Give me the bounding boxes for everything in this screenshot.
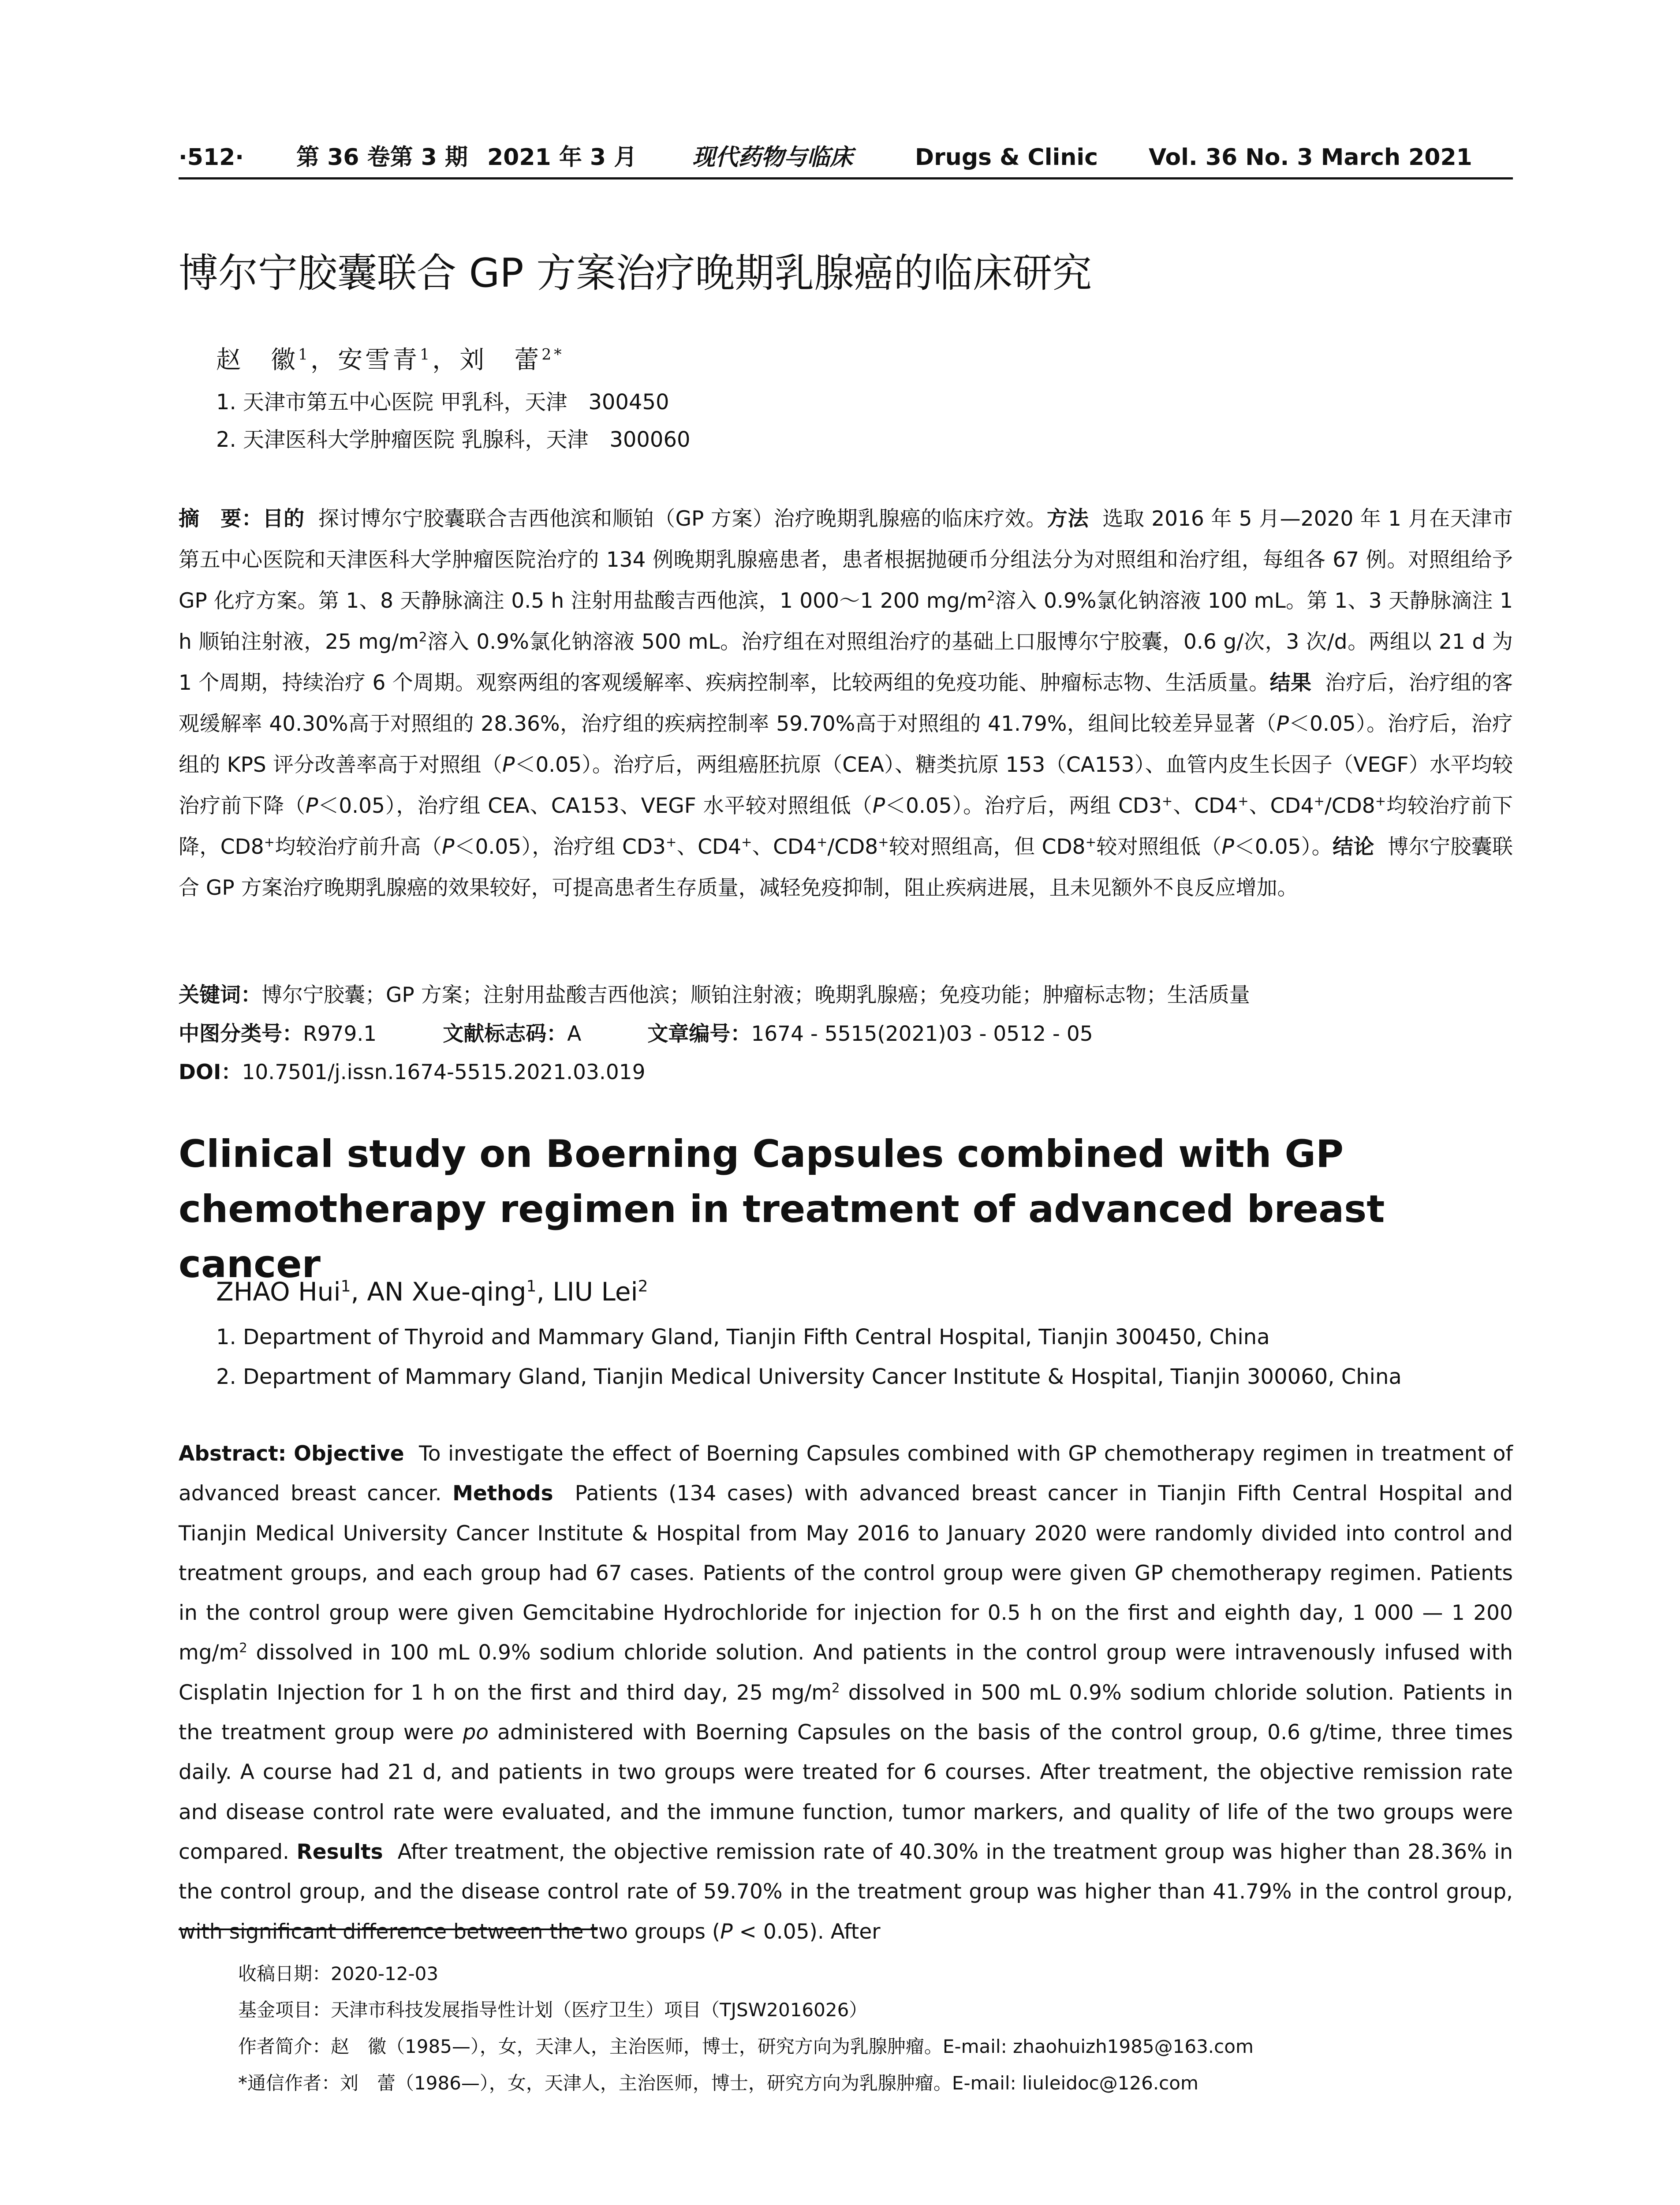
superscript: 2 (239, 1640, 247, 1656)
results-cn-11: ＜0.05）。 (1234, 835, 1333, 859)
superscript: + (817, 834, 828, 850)
cd8-label: /CD8 (1324, 794, 1375, 818)
keywords-cn (179, 981, 1513, 1009)
volume-issue-en: Vol. 36 No. 3 March 2021 (1149, 144, 1472, 171)
objective-label-en: Objective (294, 1442, 404, 1466)
methods-en-1: Patients (134 cases) with advanced breast cancer in Tianjin Fifth Central Hospital and Tianjin Medical University Cancer Institute & Hospital from May 2016 to January 2020 were randomly divided into control and treatment groups, and each group had 67 cases. Patients of the control group were given GP chemotherapy regimen. Patients in the control group were given Gemcitabine Hydrochloride for injection for 0.5 h on the first and eighth day, 1 000 — 1 200 mg/m (179, 1481, 1513, 1665)
po-term: po (463, 1720, 489, 1745)
title-cn: 博尔宁胶囊联合 GP 方案治疗晚期乳腺癌的临床研究 (179, 250, 1092, 296)
p-value: P (872, 794, 885, 818)
footnote-author-bio (238, 2034, 1254, 2059)
methods-en-4: administered with Boerning Capsules on the basis of the control group, 0.6 g/time, three times daily. A course had 21 d, and patients in two groups were treated for 6 courses. After treatment, the objective remission rate and disease control rate were evaluated, and the immune function, tumor markers, and quality of life of the two groups were compared. (179, 1720, 1513, 1864)
separator: 、 (676, 835, 698, 859)
bio-text: 赵 徽（1985—），女，天津人，主治医师，博士，研究方向为乳腺肿瘤。E-mail: zhaohuizh1985@163.com (331, 2036, 1254, 2057)
journal-name-en: Drugs & Clinic (915, 144, 1098, 171)
author-2-affil: 1 (420, 346, 433, 364)
superscript: + (665, 834, 677, 850)
author-1-cn: 赵 徽 (216, 346, 298, 374)
p-value: P (720, 1919, 733, 1944)
received-date: 2020-12-03 (331, 1963, 439, 1984)
methods-cn-3: 溶入 0.9%氯化钠溶液 500 mL。治疗组在对照组治疗的基础上口服博尔宁胶囊，0.6 g/次，3 次/d。两组以 21 d 为 1 个周期，持续治疗 6 个周期。观察两组的客观缓解率、疾病控制率，比较两组的免疫功能、肿瘤标志物、生活质量。 (179, 630, 1513, 695)
affiliation-en-2: 2. Department of Mammary Gland, Tianjin Medical University Cancer Institute & Hospital, Tianjin 300060, China (216, 1364, 1402, 1389)
authors-cn (216, 340, 564, 376)
author-2-en: AN Xue-qing (367, 1277, 526, 1307)
doi-label: DOI： (179, 1060, 242, 1084)
author-3-en-affil: 2 (638, 1277, 648, 1296)
journal-name-cn: 现代药物与临床 (692, 144, 853, 171)
methods-label-en: Methods (452, 1481, 553, 1506)
objective-cn: 探讨博尔宁胶囊联合吉西他滨和顺铂（GP 方案）治疗晚期乳腺癌的临床疗效。 (318, 507, 1047, 531)
results-label-cn: 结果 (1269, 671, 1312, 695)
footnote-corresponding (238, 2071, 1198, 2096)
superscript: 2 (418, 629, 427, 645)
author-1-en-affil: 1 (340, 1277, 351, 1296)
superscript: + (264, 834, 275, 850)
fund-label: 基金项目： (238, 1999, 331, 2021)
author-3-en: LIU Lei (553, 1277, 638, 1307)
superscript: + (1085, 834, 1096, 850)
superscript: + (741, 834, 752, 850)
affiliation-cn-2: 2. 天津医科大学肿瘤医院 乳腺科，天津 300060 (216, 427, 691, 452)
clc-value: R979.1 (303, 1022, 377, 1046)
results-label-en: Results (296, 1839, 383, 1864)
cd8-label: /CD8 (827, 835, 878, 859)
classification-line (179, 1020, 1513, 1048)
superscript: + (1375, 793, 1386, 809)
superscript: + (1314, 793, 1325, 809)
corr-text: 刘 蕾（1986—），女，天津人，主治医师，博士，研究方向为乳腺肿瘤。E-mail: liuleidoc@126.com (340, 2072, 1198, 2094)
results-cn-2: ＜0.05）。治疗后，治疗组的 KPS 评分改善率高于对照组（ (179, 712, 1513, 777)
results-cn-8: ＜0.05），治疗组 CD3 (454, 835, 666, 859)
abstract-cn (179, 498, 1513, 908)
footnote-rule (179, 1928, 597, 1930)
author-1-affil: 1 (298, 346, 311, 364)
abstract-en (179, 1434, 1513, 1952)
corr-label: *通信作者： (238, 2072, 340, 2094)
article-no-value: 1674 - 5515(2021)03 - 0512 - 05 (751, 1022, 1093, 1046)
author-separator: ， (310, 346, 338, 374)
results-cn-3: ＜0.05）。治疗后，两组癌胚抗原（CEA）、糖类抗原 153（CA153）、血管内皮生长因子（VEGF）水平均较治疗前下降（ (179, 753, 1513, 818)
results-cn-7: 均较治疗前升高（ (275, 835, 442, 859)
results-cn-6: 均较治疗前下降，CD8 (179, 794, 1513, 859)
results-cn-10: 较对照组低（ (1096, 835, 1222, 859)
separator: 、 (1248, 794, 1270, 818)
article-no-label: 文章编号： (647, 1022, 751, 1046)
clc-label: 中图分类号： (179, 1022, 303, 1046)
author-3-affil: 2* (541, 346, 564, 364)
p-value: P (305, 794, 318, 818)
p-value: P (442, 835, 455, 859)
affiliation-en-1: 1. Department of Thyroid and Mammary Gland, Tianjin Fifth Central Hospital, Tianjin 300450, China (216, 1325, 1270, 1349)
doi-line (179, 1058, 1513, 1087)
objective-label-cn: 目的 (262, 507, 305, 531)
methods-en-3: dissolved in 500 mL 0.9% sodium chloride solution. Patients in the treatment group were (179, 1680, 1513, 1745)
keywords-label: 关键词： (179, 983, 261, 1007)
footnote-received (238, 1962, 438, 1986)
cd4-label: CD4 (773, 835, 817, 859)
author-separator: ， (432, 346, 460, 374)
author-1-en: ZHAO Hui (216, 1277, 341, 1307)
superscript: + (1161, 793, 1173, 809)
title-en: Clinical study on Boerning Capsules combined with GP chemotherapy regimen in treatment of advanced breast cancer (179, 1132, 1385, 1286)
bio-label: 作者简介： (238, 2036, 331, 2057)
author-3-cn: 刘 蕾 (459, 346, 542, 374)
footnote-fund (238, 1998, 867, 2022)
fund-text: 天津市科技发展指导性计划（医疗卫生）项目（TJSW2016026） (331, 1999, 868, 2021)
author-2-cn: 安雪青 (338, 346, 420, 374)
cd4-label: CD4 (1270, 794, 1314, 818)
volume-issue-cn: 第 36 卷第 3 期 (296, 144, 468, 171)
affiliation-cn-1: 1. 天津市第五中心医院 甲乳科，天津 300450 (216, 390, 669, 415)
p-value: P (502, 753, 515, 777)
cd4-label: CD4 (698, 835, 741, 859)
superscript: + (878, 834, 889, 850)
superscript: + (1238, 793, 1249, 809)
received-label: 收稿日期： (238, 1963, 331, 1984)
abstract-en-label: Abstract: (179, 1442, 287, 1466)
results-cn-9: 较对照组高，但 CD8 (889, 835, 1086, 859)
superscript: 2 (832, 1680, 840, 1696)
header-rule (179, 177, 1513, 179)
page-number: ·512· (179, 144, 244, 171)
date-cn: 2021 年 3 月 (487, 144, 637, 171)
methods-cn-2: 溶入 0.9%氯化钠溶液 100 mL。第 1、3 天静脉滴注 1 h 顺铂注射液，25 mg/m (179, 589, 1513, 654)
author-2-en-affil: 1 (526, 1277, 537, 1296)
conclusion-cn: 博尔宁胶囊联合 GP 方案治疗晚期乳腺癌的效果较好，可提高患者生存质量，减轻免疫抑制，阻止疾病进展，且未见额外不良反应增加。 (179, 835, 1513, 900)
methods-cn-1: 选取 2016 年 5 月—2020 年 1 月在天津市第五中心医院和天津医科大学肿瘤医院治疗的 134 例晚期乳腺癌患者，患者根据抛硬币分组法分为对照组和治疗组，每组各 67 例。对照组给予 GP 化疗方案。第 1、8 天静脉滴注 0.5 h 注射用盐酸吉西他滨，1 000～1 200 mg/m (179, 507, 1513, 613)
results-en-2: < 0.05). After (732, 1919, 881, 1944)
doi-value: 10.7501/j.issn.1674-5515.2021.03.019 (242, 1060, 646, 1084)
abstract-cn-label: 摘 要： (179, 507, 263, 531)
keywords-text: 博尔宁胶囊；GP 方案；注射用盐酸吉西他滨；顺铂注射液；晚期乳腺癌；免疫功能；肿瘤标志物；生活质量 (261, 983, 1250, 1007)
objective-en: To investigate the effect of Boerning Capsules combined with GP chemotherapy regimen in treatment of advanced breast cancer. (179, 1442, 1513, 1506)
results-cn-5: ＜0.05）。治疗后，两组 CD3 (885, 794, 1162, 818)
p-value: P (1221, 835, 1234, 859)
authors-en: ZHAO Hui$^1$, AN Xue-qing$^1$, LIU Lei$^2$ (216, 1277, 648, 1307)
cd4-label: CD4 (1194, 794, 1238, 818)
methods-label-cn: 方法 (1046, 507, 1089, 531)
superscript: 2 (987, 588, 995, 604)
doc-code-value: A (567, 1022, 582, 1046)
results-cn-1: 治疗后，治疗组的客观缓解率 40.30%高于对照组的 28.36%，治疗组的疾病控制率 59.70%高于对照组的 41.79%，组间比较差异显著（ (179, 671, 1513, 736)
results-en-1: After treatment, the objective remission rate of 40.30% in the treatment group was higher than 28.36% in the control group, and the disease control rate of 59.70% in the treatment group was higher than 41.79% in the control group, with significant difference between the two groups ( (179, 1839, 1513, 1944)
doc-code-label: 文献标志码： (443, 1022, 567, 1046)
results-cn-4: ＜0.05），治疗组 CEA、CA153、VEGF 水平较对照组低（ (318, 794, 873, 818)
separator: 、 (1172, 794, 1195, 818)
methods-en-2: dissolved in 100 mL 0.9% sodium chloride solution. And patients in the control group were intravenously infused with Cisplatin Injection for 1 h on the first and third day, 25 mg/m (179, 1641, 1513, 1705)
p-value: P (1276, 712, 1289, 736)
conclusion-label-cn: 结论 (1333, 835, 1374, 859)
separator: 、 (752, 835, 773, 859)
